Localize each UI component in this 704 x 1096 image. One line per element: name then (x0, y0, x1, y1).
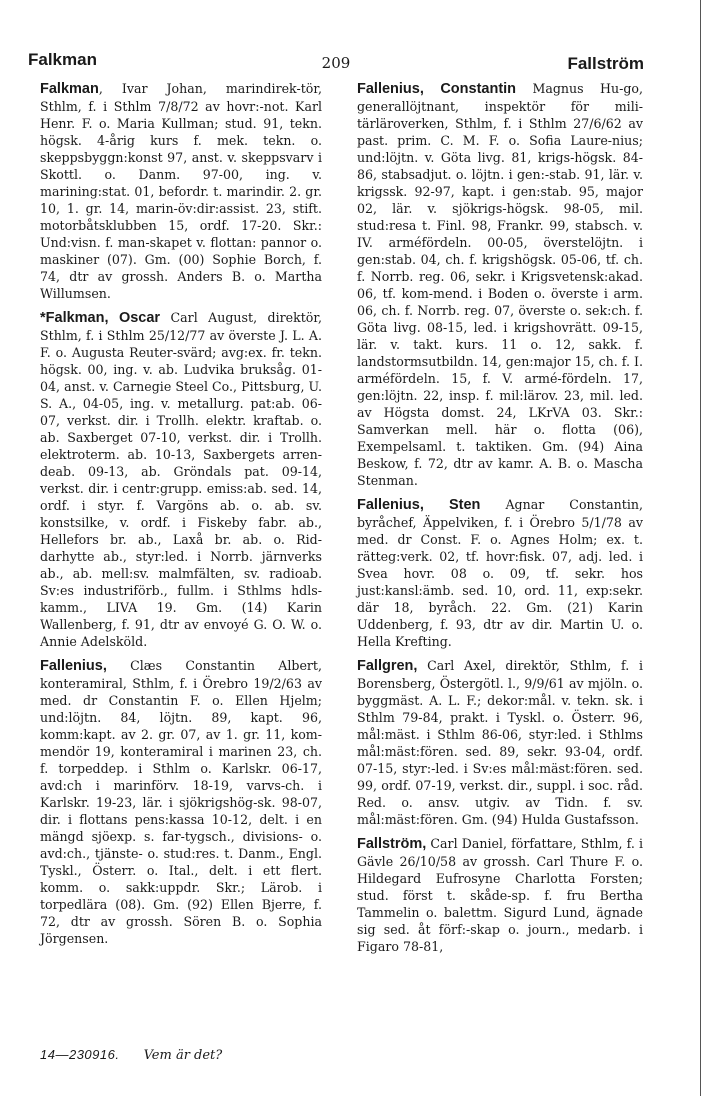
entry-name: Fallenius, (40, 658, 107, 674)
biography-entry (343, 496, 643, 650)
header-right-catchword: Fallström (567, 54, 644, 73)
print-signature: 14—230916. (40, 1047, 120, 1062)
page-header (28, 50, 644, 74)
biography-entry (26, 80, 322, 302)
left-column (26, 80, 322, 954)
entry-name: Falkman (40, 81, 99, 97)
entry-name: Fallenius, Constantin (357, 81, 517, 97)
biography-entry (343, 80, 643, 489)
entry-text: Carl August, direktör, Sthlm, f. i Sthlm 25/12/77 av överste J. L. A. F. o. Augusta Reuter-svärd; avg:ex. fr. tekn. högsk. 00, ing. v. ab. Ludvika bruksåg. 01-04, anst. v. Carnegie Steel Co., Pittsburg, U. S. A., 04-05, ing. v. metallurg. pat:ab. 06-07, verkst. dir. i Trollh. elektr. kraftab. o. ab. Saxberget 07-10, verkst. dir. i Trollh. elektroterm. ab. 10-13, Saxbergets arren-deab. 09-13, ab. Gröndals pat. 09-14, verkst. dir. i centr:grupp. emiss:ab. sed. 14, ordf. i styr. f. Vargöns ab. o. ab. sv. konstsilke, v. ordf. i Fiskeby fabr. ab., Hellefors br. ab., Laxå br. ab. o. Rid-darhytte ab., styr:led. i Norrb. järnverks ab., ab. mell:sv. malmfälten, sv. radioab. Sv:es industriförb., fullm. i Sthlms hdls-kamm., LIVA 19. Gm. (14) Karin Wallenberg, f. 91, dtr av envoyé G. O. W. o. Annie Adelsköld. (40, 310, 322, 649)
entry-name: Fallström, (357, 836, 427, 852)
entry-text: , Ivar Johan, marindirek-tör, Sthlm, f. i Sthlm 7/8/72 av hovr:-not. Karl Henr. F. o. Maria Kullman; stud. 91, tekn. högsk. 4-årig kurs f. mek. tekn. o. skeppsbyggn:konst 97, anst. v. skeppsvarv i Skottl. o. Danm. 97-00, ing. v. marining:stat. 01, befordr. t. marindir. 2. gr. 10, 1. gr. 14, marin-öv:dir:assist. 23, stift. motorbåtsklubben 15, ordf. 17-20. Skr.: Und:visn. f. man-skapet v. flottan: pannor o. maskiner (07). Gm. (00) Sophie Borch, f. 74, dtr av grossh. Anders B. o. Martha Willumsen. (40, 81, 322, 301)
book-title: Vem är det? (143, 1048, 223, 1063)
entry-text: Magnus Hu-go, generallöjtnant, inspektör för mili-tärläroverken, Sthlm, f. i Sthlm 27/6/62 av past. prim. C. M. F. o. Sofia Laure-nius; und:löjtn. v. Göta livg. 81, krigs-högsk. 84-86, stabsadjut. o. löjtn. i gen:-stab. 91, lär. v. krigssk. 92-97, kapt. i gen:stab. 95, major 02, lär. v. sjökrigs-högsk. 98-05, mil. stud:resa t. Finl. 98, Frankr. 99, stabsch. v. IV. arméfördeln. 00-05, överstelöjtn. i gen:stab. 04, ch. f. krigshögsk. 05-06, tf. ch. f. Norrb. reg. 06, sekr. i Krigsvetensk:akad. 06, tf. kom-mend. i Boden o. överste i arm. 06, ch. f. Norrb. reg. 07, överste o. sek:ch. f. Göta livg. 08-15, led. i krigshovrätt. 09-15, lär. v. takt. kurs. 11 o. 12, sakk. f. landstormsutbildn. 14, gen:major 15, ch. f. I. arméfördeln. 15, f. V. armé-fördeln. 17, gen:löjtn. 22, insp. f. mil:lärov. 23, mil. led. av Högsta domst. 24, LKrVA 03. Skr.: Samverkan mell. här o. flotta (06), Exempelsaml. t. taktiken. Gm. (94) Aina Beskow, f. 72, dtr av kamr. A. B. o. Mascha Stenman. (357, 81, 643, 488)
entry-text: Clæs Constantin Albert, konteramiral, Sthlm, f. i Örebro 19/2/63 av med. dr Constantin F. o. Ellen Hjelm; und:löjtn. 84, löjtn. 89, kapt. 96, komm:kapt. av 2. gr. 07, av 1. gr. 11, kom-mendör 19, konteramiral i marinen 23, ch. f. torpeddep. i Sthlm o. Karlskr. 06-17, avd:ch i marinförv. 18-19, varvs-ch. i Karlskr. 19-23, lär. i sjökrigshög-sk. 98-07, dir. i flottans pens:kassa 10-12, delt. i en mängd sjöexp. s. far-tygsch., divisions- o. avd:ch., tjänste- o. stud:res. t. Danm., Engl. Tyskl., Österr. o. Ital., delt. i ett flert. komm. o. sakk:uppdr. Skr.; Lärob. i torpedlära (08). Gm. (92) Ellen Bjerre, f. 72, dtr av grossh. Sören B. o. Sophia Jörgensen. (40, 658, 322, 946)
biography-entry (343, 835, 643, 955)
biography-entry (26, 657, 322, 947)
biography-entry (343, 657, 643, 828)
page-footer (40, 1047, 222, 1063)
header-left-catchword: Falkman (28, 50, 97, 69)
entry-name: Fallgren, (357, 658, 418, 674)
entry-text: Carl Daniel, författare, Sthlm, f. i Gävle 26/10/58 av grossh. Carl Thure F. o. Hildegard Eufrosyne Charlotta Forsten; stud. först t. skåde-sp. f. fru Bertha Tammelin o. balettm. Sigurd Lund, ägnade sig sed. åt förf:-skap o. journ., medarb. i Figaro 78-81, (357, 836, 643, 954)
biography-entry (26, 309, 322, 650)
right-column (343, 80, 643, 962)
entry-name: Fallenius, Sten (357, 497, 481, 513)
entry-name: *Falkman, Oscar (40, 310, 161, 326)
page-number: 209 (321, 54, 351, 72)
entry-text: Carl Axel, direktör, Sthlm, f. i Borensberg, Östergötl. l., 9/9/61 av mjöln. o. byggmäst. A. L. F.; dekor:mål. v. tekn. sk. i Sthlm 79-84, prakt. i Tyskl. o. Österr. 96, mål:mäst. i Sthlm 86-06, styr:led. i Sthlms mål:mäst:fören. sed. 89, sekr. 93-04, ordf. 07-15, styr:-led. i Sv:es mål:mäst:fören. sed. 99, ordf. 07-19, verkst. dir., suppl. i soc. råd. Red. o. ansv. utgiv. av Tidn. f. sv. mål:mäst:fören. Gm. (94) Hulda Gustafsson. (357, 658, 643, 827)
entry-text: Agnar Constantin, byråchef, Äppelviken, f. i Örebro 5/1/78 av med. dr Const. F. o. Agnes Holm; ex. t. rätteg:verk. 02, tf. hovr:fisk. 07, adj. led. i Svea hovr. 08 o. 09, tf. sekr. hos just:kansl:ämb. sed. 10, ord. 11, exp:sekr. där 18, byråch. 22. Gm. (21) Karin Uddenberg, f. 93, dtr av dir. Martin U. o. Hella Krefting. (357, 497, 643, 649)
page-edge-line (700, 0, 701, 1096)
